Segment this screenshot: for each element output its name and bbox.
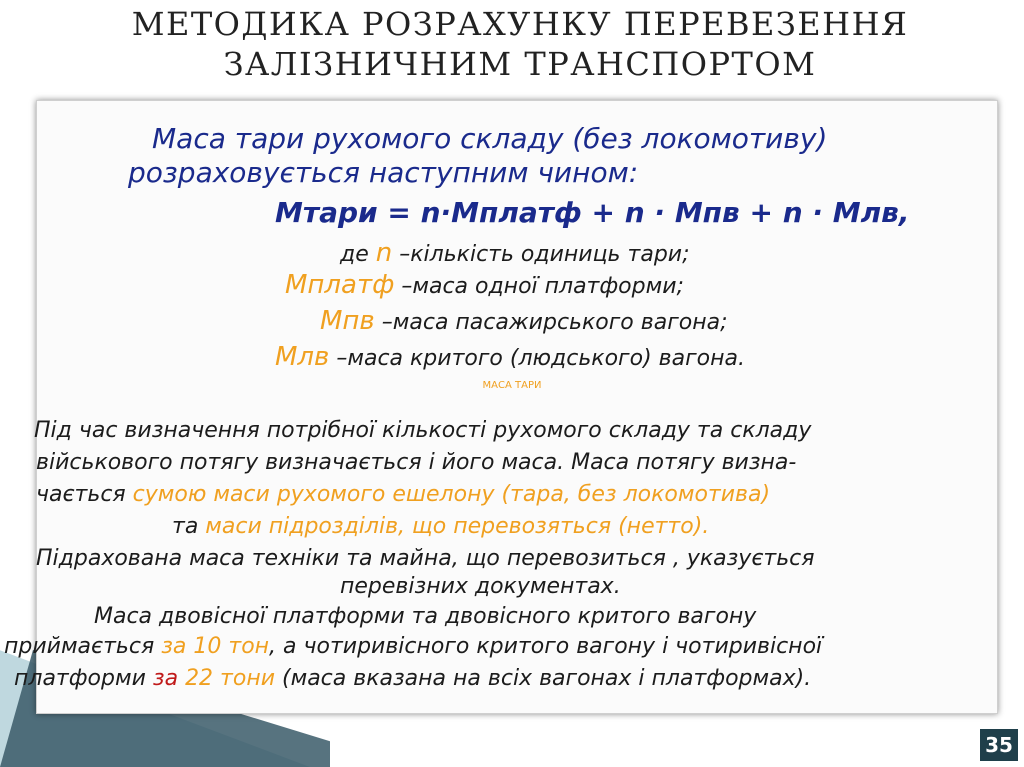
def-variable-mpv: Мпв [320,306,375,336]
intro-line-2: розраховується наступним чином: [128,156,639,189]
definition-mpv [320,306,728,336]
definition-mplatf [285,270,684,300]
formula: Мтари = n·Мплатф + n · Мпв + n · Млв, [275,196,910,229]
p3-line-3-a: платформи [14,666,146,691]
p1-line-1: Під час визначення потрібної кількості рухомого складу та складу [34,418,812,443]
def-variable-mlv: Млв [275,342,330,372]
p3-line-2 [4,634,822,659]
p1-line-4-highlight: маси підрозділів, що перевозяться (нетто). [205,514,710,539]
intro-line-1: Маса тари рухомого складу (без локомотиву) [152,122,828,155]
p1-line-3 [36,482,770,507]
def-text-n: –кількість одиниць тари; [399,242,690,267]
definition-n [340,238,690,268]
p2-line-1: Підрахована маса техніки та майна, що перевозиться , указується [36,546,815,571]
page-number-badge: 35 [980,729,1018,761]
p1-line-3-highlight: сумою маси рухомого ешелону (тара, без локомотива) [132,482,771,507]
def-variable-mplatf: Мплатф [285,270,395,300]
title-line-2: ЗАЛІЗНИЧНИМ ТРАНСПОРТОМ [223,45,817,83]
def-prefix: де [340,242,369,267]
definition-mlv [275,342,745,372]
def-text-mlv: –маса критого (людського) вагона. [336,346,745,371]
p3-line-2-highlight: за 10 тон [161,634,270,659]
p3-line-1: Маса двовісної платформи та двовісного критого вагону [94,604,757,629]
def-text-mplatf: –маса одної платформи; [401,274,684,299]
def-variable-n: n [375,238,393,268]
p1-line-2: військового потягу визначається і його маса. Маса потягу визна- [36,450,797,475]
section-heading: МАСА ТАРИ [482,380,542,391]
p3-line-3-red: за [152,666,179,691]
p1-line-3-prefix: чається [36,482,126,507]
p3-line-3-highlight: 22 тони [185,666,276,691]
p2-line-2: перевізних документах. [340,574,621,599]
p3-line-2-a: приймається [4,634,155,659]
def-text-mpv: –маса пасажирського вагона; [381,310,728,335]
p3-line-3 [14,666,811,691]
p3-line-3-b: (маса вказана на всіх вагонах і платформах). [282,666,812,691]
p1-line-4 [172,514,709,539]
p3-line-2-b: , а чотиривісного критого вагону і чотиривісної [269,634,823,659]
p1-line-4-prefix: та [172,514,199,539]
slide-title [120,4,920,84]
title-line-1: МЕТОДИКА РОЗРАХУНКУ ПЕРЕВЕЗЕННЯ [131,5,909,43]
